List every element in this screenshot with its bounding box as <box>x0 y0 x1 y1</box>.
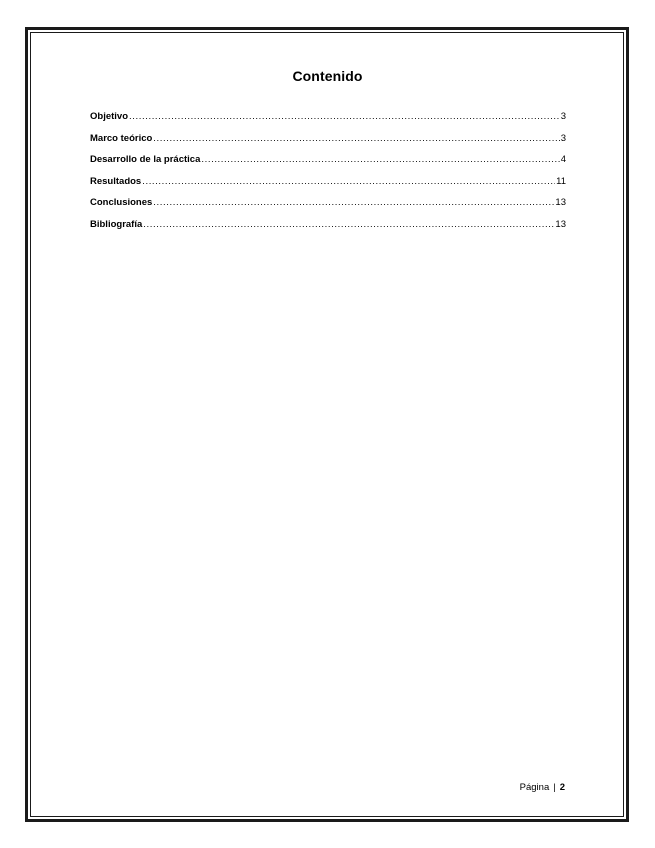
toc-entry-page: 3 <box>560 132 566 144</box>
table-of-contents <box>90 111 566 240</box>
page-footer <box>520 782 565 793</box>
toc-entry-page: 13 <box>555 218 566 230</box>
toc-dot-leader <box>142 176 555 187</box>
toc-dot-leader <box>129 111 560 122</box>
toc-entry-objetivo[interactable] <box>90 111 566 133</box>
toc-entry-resultados[interactable] <box>90 176 566 198</box>
toc-entry-label: Objetivo <box>90 111 129 122</box>
toc-dot-leader <box>153 133 559 144</box>
toc-entry-label: Bibliografía <box>90 218 143 230</box>
toc-entry-label: Desarrollo de la práctica <box>90 154 201 165</box>
toc-entry-desarrollo[interactable] <box>90 154 566 176</box>
toc-entry-label: Marco teórico <box>90 132 153 144</box>
toc-dot-leader <box>153 197 554 208</box>
footer-separator: | <box>553 782 556 793</box>
toc-entry-page: 11 <box>556 175 566 187</box>
toc-entry-marco-teorico[interactable] <box>90 133 566 155</box>
toc-dot-leader <box>201 154 559 165</box>
toc-entry-label: Resultados <box>90 175 142 187</box>
footer-page-number: 2 <box>559 782 565 793</box>
toc-entry-label: Conclusiones <box>90 197 153 208</box>
toc-entry-page: 4 <box>560 154 566 165</box>
toc-entry-page: 13 <box>555 197 566 208</box>
toc-entry-bibliografia[interactable] <box>90 219 566 241</box>
toc-title: Contenido <box>292 68 363 84</box>
toc-entry-conclusiones[interactable] <box>90 197 566 219</box>
footer-page-label: Página <box>519 782 550 793</box>
toc-entry-page: 3 <box>560 111 566 122</box>
toc-dot-leader <box>143 219 554 230</box>
